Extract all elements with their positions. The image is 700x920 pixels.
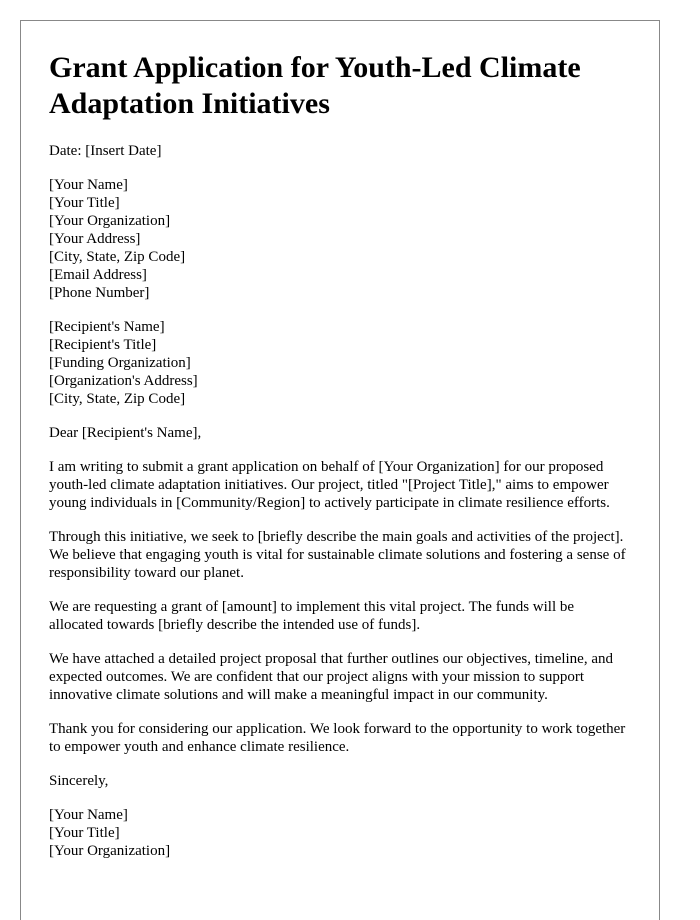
signature-block	[49, 806, 631, 860]
sender-organization: [Your Organization]	[49, 213, 171, 229]
sender-address-block	[49, 176, 631, 302]
sender-phone: [Phone Number]	[49, 285, 150, 301]
sender-title: [Your Title]	[49, 195, 120, 211]
recipient-address: [Organization's Address]	[49, 373, 198, 389]
body-paragraph-request: We are requesting a grant of [amount] to implement this vital project. The funds will be allocated towards [briefly describe the intended use of funds].	[49, 599, 575, 633]
signature-title: [Your Title]	[49, 825, 120, 841]
sender-name: [Your Name]	[49, 177, 128, 193]
letter-title: Grant Application for Youth-Led Climate Adaptation Initiatives	[49, 51, 581, 120]
salutation: Dear [Recipient's Name],	[49, 425, 202, 441]
body-paragraph-goals: Through this initiative, we seek to [briefly describe the main goals and activities of the project]. We believe that engaging youth is vital for sustainable climate solutions and fostering a sense of responsibility toward our planet.	[49, 529, 626, 581]
closing: Sincerely,	[49, 773, 109, 789]
sender-city-state-zip: [City, State, Zip Code]	[49, 249, 186, 265]
recipient-title: [Recipient's Title]	[49, 337, 157, 353]
recipient-address-block	[49, 318, 631, 408]
signature-name: [Your Name]	[49, 807, 128, 823]
recipient-name: [Recipient's Name]	[49, 319, 165, 335]
body-paragraph-thanks: Thank you for considering our application. We look forward to the opportunity to work together to empower youth and enhance climate resilience.	[49, 721, 626, 755]
recipient-city-state-zip: [City, State, Zip Code]	[49, 391, 186, 407]
body-paragraph-proposal: We have attached a detailed project proposal that further outlines our objectives, timeline, and expected outcomes. We are confident that our project aligns with your mission to support innovative climate solutions and will make a meaningful impact in our community.	[49, 651, 614, 703]
signature-organization: [Your Organization]	[49, 843, 171, 859]
date-line: Date: [Insert Date]	[49, 143, 162, 159]
letter-page	[20, 20, 660, 920]
sender-address: [Your Address]	[49, 231, 141, 247]
recipient-organization: [Funding Organization]	[49, 355, 191, 371]
sender-email: [Email Address]	[49, 267, 147, 283]
body-paragraph-intro: I am writing to submit a grant application on behalf of [Your Organization] for our proposed youth-led climate adaptation initiatives. Our project, titled "[Project Title]," aims to empower young individuals in [Community/Region] to actively participate in climate resilience efforts.	[49, 459, 610, 511]
